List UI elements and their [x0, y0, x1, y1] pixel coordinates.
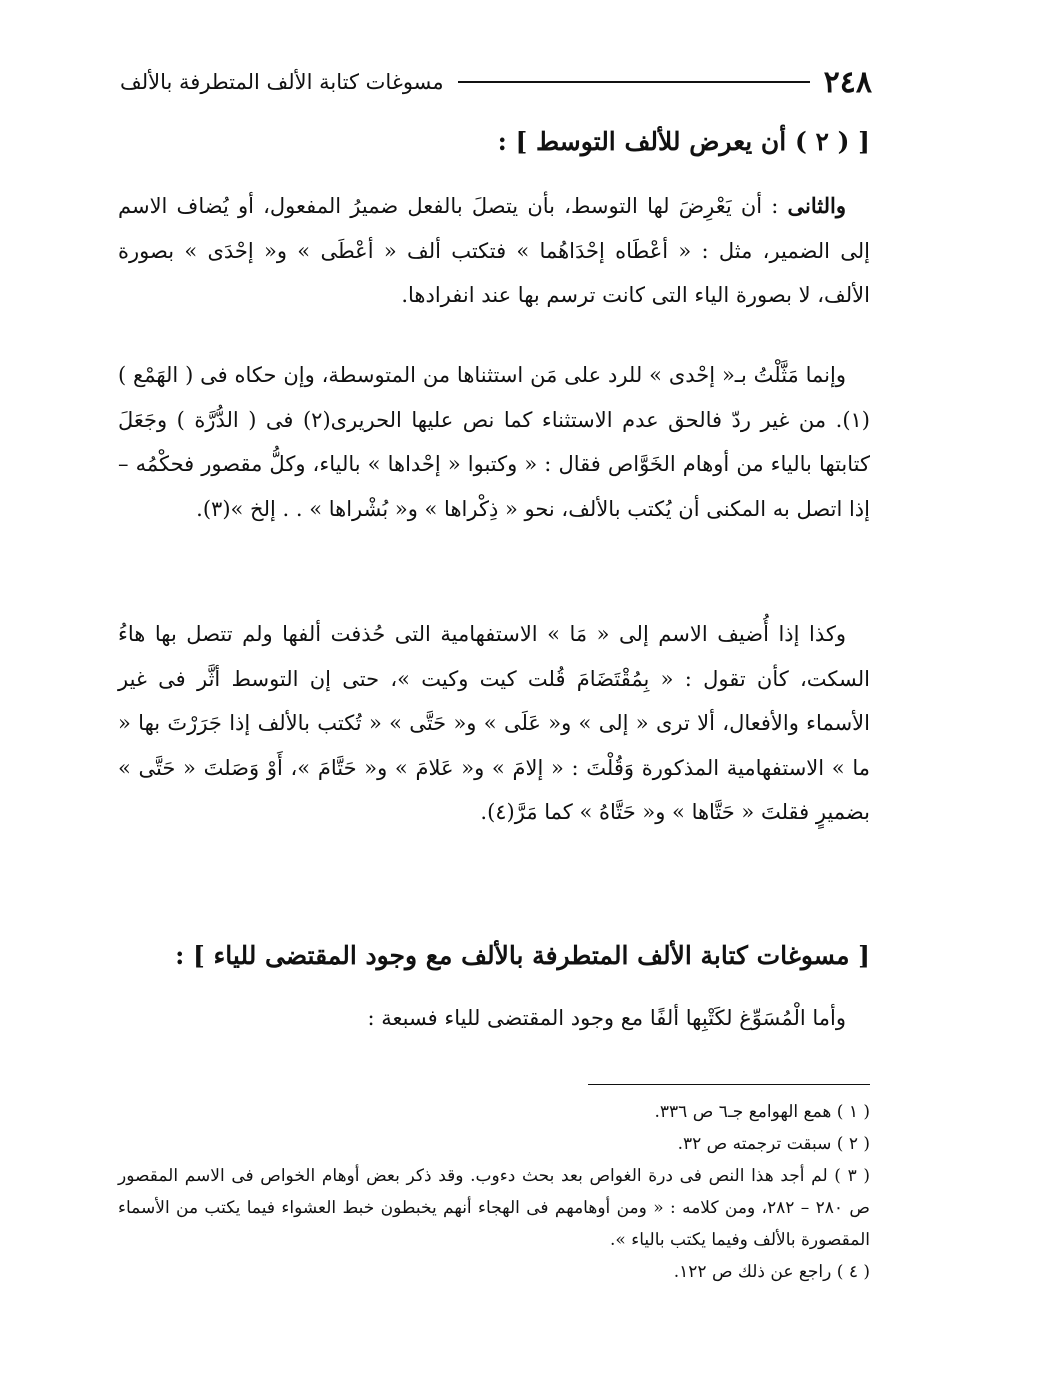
footnote-divider: [588, 1084, 870, 1085]
section-1: [118, 122, 870, 162]
page-header: [120, 62, 872, 102]
footnote-3: ( ٣ ) لم أجد هذا النص فى درة الغواص بعد بحث دءوب. وقد ذكر بعض أوهام الخواص فى الاسم المقصور ص ٢٨٠ – ٢٨٢، ومن كلامه : « ومن أوهامهم فى الهجاء أنهم يخبطون خبط العشواء فيما يكتب من الأسماء المقصورة بالألف وفيما يكتب بالياء ».: [118, 1166, 870, 1250]
footnote-1: ( ١ ) همع الهوامع جـ٦ ص ٣٣٦.: [654, 1102, 870, 1122]
footnote-4: ( ٤ ) راجع عن ذلك ص ١٢٢.: [673, 1262, 870, 1282]
page-number: ٢٤٨: [823, 64, 872, 100]
section-1-paragraph-2: [118, 353, 870, 531]
footnote-2: ( ٢ ) سبقت ترجمته ص ٣٢.: [677, 1134, 870, 1154]
header-rule: [458, 81, 810, 83]
footnotes: [118, 1096, 870, 1288]
section-2: [118, 936, 870, 976]
section-1-paragraph-1: [118, 184, 870, 318]
running-title: مسوغات كتابة الألف المتطرفة بالألف: [120, 70, 444, 94]
paragraph: وكذا إذا أُضيف الاسم إلى « مَا » الاستفهامية التى حُذفت ألفها ولم تتصل بها هاءُ السكت، كأن تقول : « بِمُقْتَضَامَ قُلت كيت وكيت »، حتى إن التوسط أثَّر فى غير الأسماء والأفعال، ألا ترى « إلى » و« عَلَى » و« حَتَّى » « تُكتب بالألف إذا جَرَرْتَ بها « ما » الاستفهامية المذكورة وَقُلْتَ : « إلامَ » و« عَلامَ » و« حَتَّامَ »، أَوْ وَصَلتَ « حَتَّى » بضميرٍ فقلتَ « حَتَّاها » و« حَتَّاهُ » كما مَرَّ(٤).: [118, 622, 870, 824]
section-1-paragraph-3: [118, 612, 870, 835]
paragraph: [118, 184, 870, 318]
paragraph-lead: والثانى: [787, 193, 846, 218]
section-1-heading: [ ( ٢ ) أن يعرض للألف التوسط ] :: [497, 127, 870, 156]
section-2-heading: [ مسوغات كتابة الألف المتطرفة بالألف مع وجود المقتضى للياء ] :: [175, 941, 870, 970]
paragraph: وإنما مَثَّلْتُ بـ« إحْدى » للرد على مَن استثناها من المتوسطة، وإن حكاه فى ( الهَمْع )(١). من غير ردّ فالحق عدم الاستثناء كما نص عليها الحريرى(٢) فى ( الدُّرَّة ) وجَعَلَ كتابتها بالياء من أوهام الخَوَّاص فقال : « وكتبوا « إحْداها » بالياء، وكلُّ مقصور فحكْمُه – إذا اتصل به المكنى أن يُكتب بالألف، نحو « ذِكْراها » و« بُشْراها » . . إلخ »(٣).: [118, 363, 870, 521]
paragraph: وأما الْمُسَوِّغ لكَتْبِها ألفًا مع وجود المقتضى للياء فسبعة :: [367, 1006, 846, 1030]
section-2-paragraph-1: [118, 996, 870, 1041]
paragraph-text: : أن يَعْرِضَ لها التوسط، بأن يتصلَ بالفعل ضميرُ المفعول، أو يُضاف الاسم إلى الضمير، مثل : « أعْطَاه إحْدَاهُما » فتكتب ألف « أعْطَى » و« إحْدَى » بصورة الألف، لا بصورة الياء التى كانت ترسم بها عند انفرادها.: [118, 194, 870, 307]
